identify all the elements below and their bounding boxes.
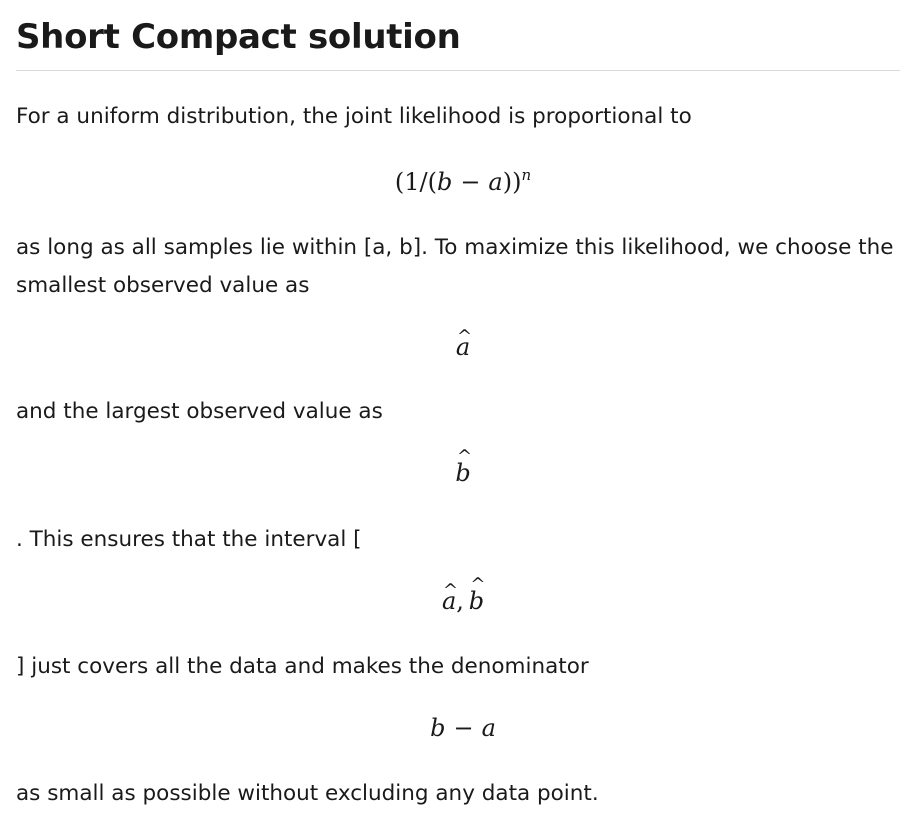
- paragraph-maximize: as long as all samples lie within [a, b]. To maximize this likelihood, we choose the smallest observed value as: [16, 235, 894, 298]
- equation-denominator: [16, 712, 900, 744]
- eq4-comma: ,: [456, 587, 464, 615]
- eq4-b-hat: ^ b: [469, 585, 484, 617]
- eq1-exponent: n: [521, 166, 532, 184]
- title-divider: [16, 70, 900, 71]
- eq1-minus: −: [460, 168, 481, 196]
- equation-a-hat: [16, 331, 900, 363]
- paragraph-largest: and the largest observed value as: [16, 399, 383, 424]
- eq1-b: b: [436, 168, 453, 196]
- page-title: Short Compact solution: [16, 17, 461, 57]
- eq5-a: a: [481, 714, 496, 742]
- eq1-close: )): [502, 168, 522, 196]
- paragraph-likelihood-intro: For a uniform distribution, the joint likelihood is proportional to: [16, 104, 692, 129]
- eq2-a-hat: ^ a: [456, 331, 470, 363]
- eq4-a-hat: ^ a: [442, 585, 456, 617]
- paragraph-denominator: ] just covers all the data and makes the denominator: [16, 654, 589, 679]
- equation-interval: [16, 585, 900, 617]
- paragraph-conclusion: as small as possible without excluding any data point.: [16, 781, 599, 806]
- eq5-minus: −: [453, 714, 474, 742]
- eq1-open: (1/(: [394, 168, 437, 196]
- paragraph-interval: . This ensures that the interval [: [16, 527, 362, 552]
- equation-likelihood: [16, 166, 900, 198]
- eq5-b: b: [430, 714, 446, 742]
- equation-b-hat: [16, 457, 900, 489]
- eq1-a: a: [488, 168, 503, 196]
- eq3-b-hat: ^ b: [455, 457, 470, 489]
